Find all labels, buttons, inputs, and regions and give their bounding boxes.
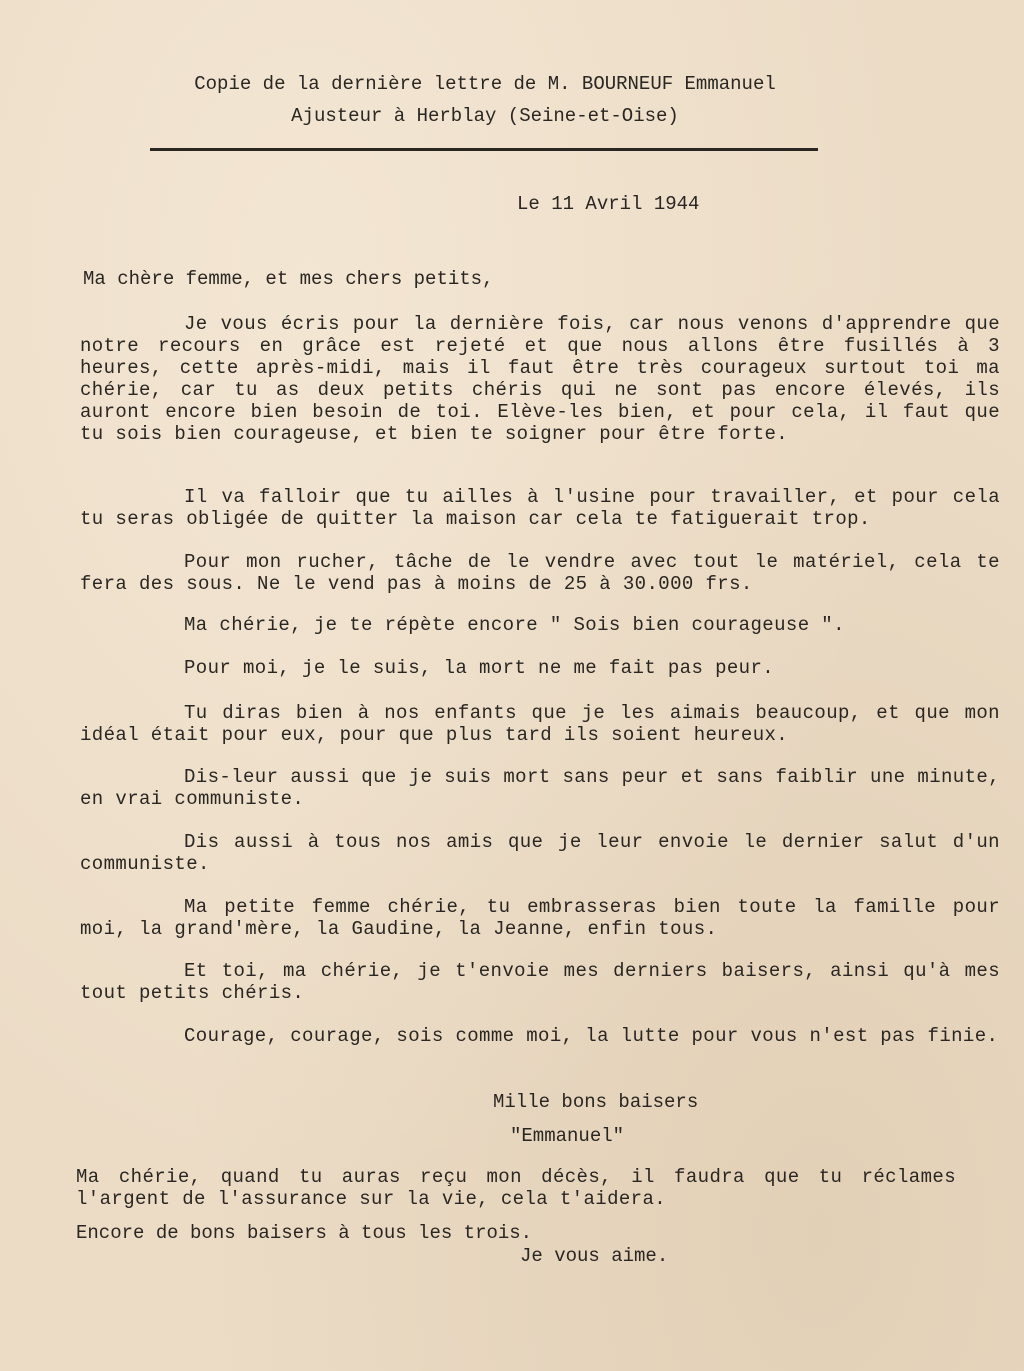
header-title: Copie de la dernière lettre de M. BOURNEUF Emmanuel [194, 73, 776, 95]
paragraph-1: Je vous écris pour la dernière fois, car nous venons d'apprendre que notre recours en grâce est rejeté et que nous allons être fusillés à 3 heures, cette après-midi, mais il faut être très courageux surtout toi ma chérie, car tu as deux petits chéris qui ne sont pas encore élevés, ils auront encore bien besoin de toi. Elève-les bien, et pour cela, il faut que tu sois bien courageuse, et bien te soigner pour être forte. [80, 313, 1000, 445]
postscript-3: Je vous aime. [520, 1245, 669, 1267]
letter-greeting: Ma chère femme, et mes chers petits, [83, 268, 494, 290]
header-rule [150, 148, 818, 151]
postscript-2: Encore de bons baisers à tous les trois. [76, 1222, 533, 1244]
paragraph-7: Dis-leur aussi que je suis mort sans peur et sans faiblir une minute, en vrai communiste. [80, 766, 1000, 810]
paragraph-5: Pour moi, je le suis, la mort ne me fait pas peur. [184, 657, 775, 679]
paragraph-6: Tu diras bien à nos enfants que je les aimais beaucoup, et que mon idéal était pour eux, pour que plus tard ils soient heureux. [80, 702, 1000, 746]
paragraph-3: Pour mon rucher, tâche de le vendre avec tout le matériel, cela te fera des sous. Ne le vend pas à moins de 25 à 30.000 frs. [80, 551, 1000, 595]
paragraph-4: Ma chérie, je te répète encore " Sois bien courageuse ". [184, 614, 845, 636]
paragraph-8: Dis aussi à tous nos amis que je leur envoie le dernier salut d'un communiste. [80, 831, 1000, 875]
letter-closing: Mille bons baisers [493, 1091, 699, 1113]
paragraph-10: Et toi, ma chérie, je t'envoie mes derniers baisers, ainsi qu'à mes tout petits chéris. [80, 960, 1000, 1004]
letter-signature: "Emmanuel" [510, 1125, 625, 1147]
header-subtitle: Ajusteur à Herblay (Seine-et-Oise) [291, 105, 679, 127]
paragraph-11: Courage, courage, sois comme moi, la lutte pour vous n'est pas finie. [184, 1025, 999, 1047]
letter-date: Le 11 Avril 1944 [517, 193, 700, 215]
paragraph-2: Il va falloir que tu ailles à l'usine pour travailler, et pour cela tu seras obligée de quitter la maison car cela te fatiguerait trop. [80, 486, 1000, 530]
paragraph-9: Ma petite femme chérie, tu embrasseras bien toute la famille pour moi, la grand'mère, la Gaudine, la Jeanne, enfin tous. [80, 896, 1000, 940]
postscript-1: Ma chérie, quand tu auras reçu mon décès, il faudra que tu réclames l'argent de l'assurance sur la vie, cela t'aidera. [76, 1166, 956, 1210]
